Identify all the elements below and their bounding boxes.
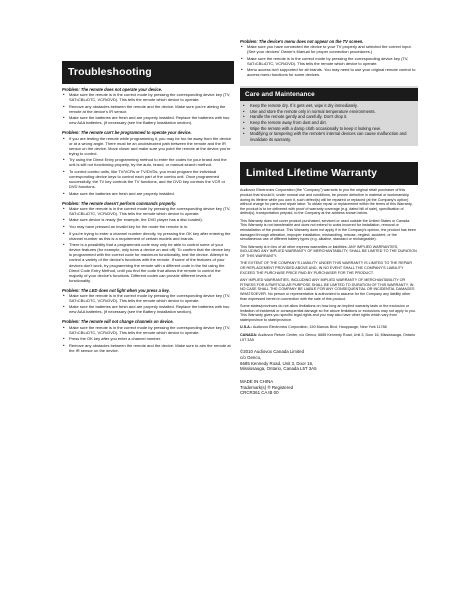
troubleshooting-header: Troubleshooting	[62, 61, 234, 84]
warranty-header: Limited Lifetime Warranty	[240, 162, 418, 185]
bullet-item: • You may have pressed an invalid key for the mode the remote is in.	[62, 224, 234, 229]
problem-list	[62, 325, 234, 353]
bullet-item: • Remove any obstacles between the remote and the device. Make sure to aim the remote at the IR sensor on the device.	[62, 343, 234, 353]
bullet-item: • Make sure the batteries are fresh and are properly installed.	[62, 191, 234, 196]
bullet-item: • Use and store the remote only in normal temperature environments.	[242, 109, 414, 114]
footer-address-line: 6685 Kennedy Road, Unit 3, Door 16,	[240, 360, 314, 366]
bullet-item: • Keep the remote dry. If it gets wet, wipe it dry immediately.	[242, 103, 414, 108]
bullet-item: • Try using the Direct Entry programming method to enter the codes for your brand and the unit is still not functioning properly, try the auto, brand, or manual search method.	[62, 157, 234, 167]
bullet-item: • Menu access isn't supported for all brands. You may need to use your original remote control to access menu functions for some devices.	[240, 67, 418, 77]
warranty-paragraph: ANY IMPLIED WARRANTIES, INCLUDING ANY IMPLIED WARRANTY OF MERCHANTABILITY OR FITNESS FOR A PARTICULAR PURPOSE SHALL BE LIMITED TO DURATION OF THIS WARRANTY. IN NO CASE SHALL THE COMPANY BE LIABLE FOR ANY CONSEQUENTIAL OR INCIDENTAL DAMAGES WHATSOEVER. No person or representative is authorized to assume for the Company any liability other than expressed herein in connection with the sale of this product.	[240, 278, 415, 301]
warranty-paragraph: THE EXTENT OF THE COMPANY'S LIABILITY UNDER THIS WARRANTY IS LIMITED TO THE REPAIR OR REPLACEMENT PROVIDED ABOVE AND, IN NO EVENT SHALL THE COMPANY'S LIABILITY EXCEED THE PURCHASE PRICE PAID BY PURCHASER FOR THE PRODUCT.	[240, 261, 412, 275]
bullet-item: • Make sure the remote is in the correct mode by pressing the corresponding device key (TV, SAT•CBL•DTC, VCR•DVD). This tells the remote which device to operate.	[62, 206, 234, 216]
footer-origin-line: MADE IN CHINA	[240, 379, 274, 385]
problem-section	[62, 130, 234, 195]
problem-title: Problem: The remote does not operate your device.	[62, 87, 163, 92]
menu-problem-list	[240, 44, 418, 77]
warranty-paragraph: Audiovox Electronics Corporation (the "Company") warrants to you the original retail purchaser of this product that should it, under normal use and conditions, be proven defective in material or workmanship during its lifetime while you own it, such defect(s) will be repaired or replaced (at the Company's option) without charge for parts and repair labor. To obtain repair or replacement within the terms of this Warranty, the product is to be delivered with proof of warranty coverage (e.g. dated bill of sale), specification of defect(s), transportation prepaid, to the Company at the address shown below.	[240, 188, 413, 216]
bullet-item: • There is a possibility that a programmed code may only be able to control some of your device features (for example, only turns a device on and off). To confirm that the device key is programmed with the correct code for maximum functionality, test the device. Attempt to control a variety of the device's functions with the remote. If some of the features of your devices don't work, try programming the remote with a different code in the list using the Direct Code Entry Method, until you find the code that allows the remote to control the majority of your device's functions. Different codes can provide different levels of functionality.	[62, 242, 234, 282]
bullet-item: • Make sure you have connected the device to your TV properly and selected the correct input. (See your devices' Owner's Manual for proper connection procedures.)	[240, 44, 418, 54]
problem-section	[62, 87, 234, 125]
footer-address-line: ©2010 Audiovox Canada Limited	[240, 349, 305, 355]
bullet-item: • Make sure the remote is in the correct mode by pressing the corresponding device key (TV, SAT•CBL•DTC, VCR•DVD). This tells the remote which device to operate.	[62, 92, 234, 102]
footer-origin-line: CRCR361 CA IB 00	[240, 390, 279, 396]
us-text: Audiovox Electronics Corporation, 150 Marcus Blvd, Hauppauge, New York 11788	[252, 325, 387, 330]
problem-list	[62, 293, 234, 315]
bullet-item: • If you are testing the remote while programming it, you may be too far away from the device or at a wrong angle. There must be an unobstructed path between the remote and the IR sensor on the device. Move closer and make sure you point the remote at the device you're trying to control.	[62, 136, 234, 156]
problem-section	[62, 288, 234, 315]
bullet-item: • Keep the remote away from dust and dirt.	[242, 120, 414, 125]
bullet-item: • Modifying or tampering with the remote's internal devices can cause malfunction and invalidate its warranty.	[242, 131, 414, 142]
bullet-item: • Remove any obstacles between the remote and the device. Make sure you're aiming the remote at the device's IR sensor.	[62, 104, 234, 114]
bullet-item: • Wipe the remote with a damp cloth occasionally to keep it looking new.	[242, 126, 414, 131]
bullet-item: • If you're trying to enter a channel number directly, try pressing the OK key after entering the channel number as this is a requirement of certain models and brands.	[62, 231, 234, 241]
footer-address-line: c/o Genco,	[240, 354, 262, 360]
us-label: U.S.A.:	[240, 325, 253, 330]
problem-title: Problem: The LED does not light when you press a key.	[62, 287, 170, 293]
problem-list	[62, 206, 234, 283]
warranty-us-address	[240, 325, 418, 330]
problem-list	[62, 92, 234, 125]
bullet-item: • Make sure the batteries are fresh and are properly installed. Replace the batteries with two new AAA batteries, (if necessary (see the Battery Installation section).	[62, 115, 234, 125]
bullet-item: • Make sure the remote is in the correct mode by pressing the corresponding device key (TV, SAT•CBL•DTC, VCR•DVD). This tells the remote which device to operate.	[62, 325, 234, 335]
care-header: Care and Maintenance	[240, 88, 418, 101]
warranty-canada-address	[240, 333, 418, 342]
menu-problem-title: Problem: The device's menu does not appear on the TV screen.	[240, 39, 364, 44]
canada-text: Audiovox Return Center, c/o Genco, 6685 Kennedy Road, Unit 3, Door 16, Mississauga, Ontario L5T 3A5	[240, 333, 416, 342]
problem-section	[62, 201, 234, 283]
footer-address	[240, 349, 418, 372]
footer-origin	[240, 379, 418, 396]
right-column	[240, 0, 418, 399]
bullet-item: • To control combo units, like TV/VCRs or TV/DVDs, you must program the individual corresponding device keys to control each part of the combo unit. Once programmed successfully, the TV key controls the TV functions, and the DVD key controls the VCR or DVD functions.	[62, 169, 234, 189]
bullet-item: • Make sure the remote is in the correct mode by pressing the corresponding device key (TV, SAT•CBL•DTC, VCR•DVD). This tells the remote which device to operate.	[62, 293, 234, 303]
problem-list	[62, 136, 234, 196]
footer-origin-line: Trademark(s) ® Registered	[240, 384, 294, 390]
canada-label: CANADA:	[240, 333, 258, 337]
bullet-item: • Make sure device is ready (for example, the DVD player has a disc loaded).	[62, 217, 234, 222]
warranty-body	[240, 188, 418, 322]
warranty-paragraph: Some states/provinces do not allow limitations on how long an implied warranty lasts or the exclusion or limitation of incidental or consequential damage so the above limitations or exclusions may not apply to you. This Warranty gives you specific legal rights and you may also have other rights which vary from state/province to state/province.	[240, 304, 416, 322]
left-column	[62, 0, 234, 358]
bullet-item: • Handle the remote gently and carefully. Don't drop it.	[242, 114, 414, 119]
bullet-item: • Make sure the batteries are fresh and are properly installed. Replace the batteries with two new AAA batteries, (if necessary (see the Battery Installation section).	[62, 304, 234, 314]
problem-title: Problem: The remote can't be programmed to operate your device.	[62, 130, 192, 136]
care-list	[240, 103, 418, 142]
footer-address-line: Mississauga, Ontario, Canada L5T 3A5	[240, 366, 317, 372]
care-maintenance-box	[240, 86, 418, 146]
problem-title: Problem: The remote doesn't perform commands properly.	[62, 200, 177, 206]
problem-title: Problem: The remote will not change channels on device.	[62, 319, 174, 325]
problem-section	[62, 319, 234, 352]
warranty-paragraph: This Warranty does not cover product purchased, serviced or used outside the United States or Canada. This Warranty is not transferable and does not extend to costs incurred for installation, removal or reinstallation of the product. This Warranty does not apply if in the Company's opinion, the product has been damaged through alteration, improper installation, mishandling, misuse, neglect, accident, or the simultaneous use of different battery types (e.g. alkaline, standard or rechargeable).	[240, 218, 416, 242]
bullet-item: • Make sure the remote is in the correct mode by pressing the corresponding device key (TV, SAT•CBL•DTC, VCR•DVD). This tells the remote which device to operate.	[240, 56, 418, 66]
troubleshooting-sections	[62, 87, 234, 353]
warranty-paragraph: This Warranty is in lieu of all other express warranties or liabilities. ANY IMPLIED WARRANTIES, INCLUDING ANY IMPLIED WARRANTY OF MERCHANTABILITY, SHALL BE LIMITED TO THE DURATION OF THIS WARRANTY.	[240, 244, 417, 258]
bullet-item: • Press the OK key after you enter a channel number.	[62, 336, 234, 341]
